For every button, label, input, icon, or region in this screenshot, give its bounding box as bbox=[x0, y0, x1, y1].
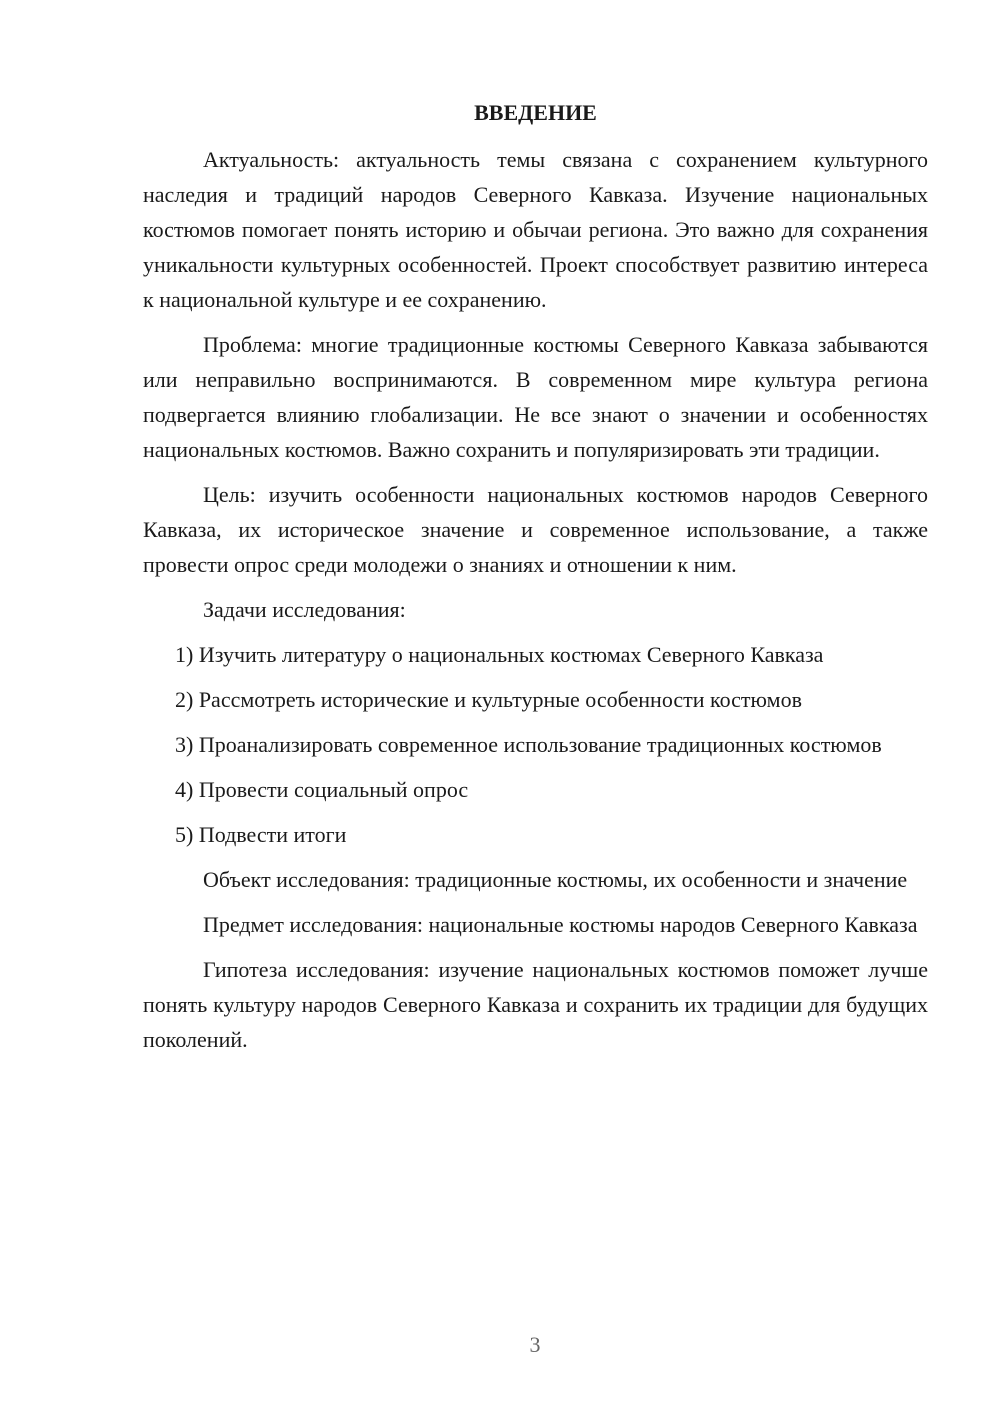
task-item: 4) Провести социальный опрос bbox=[175, 777, 469, 802]
task-item: 1) Изучить литературу о национальных костюмах Северного Кавказа bbox=[175, 642, 824, 667]
task-item: 2) Рассмотреть исторические и культурные особенности костюмов bbox=[175, 687, 802, 712]
paragraph-goal: Цель: изучить особенности национальных костюмов народов Северного Кавказа, их историческое значение и современное использование, а также провести опрос среди молодежи о знаниях и отношении к ним. bbox=[143, 482, 928, 577]
paragraph-problem: Проблема: многие традиционные костюмы Северного Кавказа забываются или неправильно воспринимаются. В современном мире культура региона подвергается влиянию глобализации. Не все знают о значении и особенностях национальных костюмов. Важно сохранить и популяризировать эти традиции. bbox=[143, 332, 928, 462]
paragraph-subject: Предмет исследования: национальные костюмы народов Северного Кавказа bbox=[203, 912, 918, 937]
task-item: 5) Подвести итоги bbox=[175, 822, 347, 847]
page-number: 3 bbox=[529, 1332, 541, 1357]
paragraph-hypothesis: Гипотеза исследования: изучение национальных костюмов поможет лучше понять культуру народов Северного Кавказа и сохранить их традиции для будущих поколений. bbox=[143, 957, 928, 1052]
paragraph-relevance: Актуальность: актуальность темы связана с сохранением культурного наследия и традиций народов Северного Кавказа. Изучение национальных костюмов помогает понять историю и обычаи региона. Это важно для сохранения уникальности культурных особенностей. Проект способствует развитию интереса к национальной культуре и ее сохранению. bbox=[143, 147, 928, 312]
section-title: ВВЕДЕНИЕ bbox=[474, 100, 597, 125]
paragraph-object: Объект исследования: традиционные костюмы, их особенности и значение bbox=[203, 867, 908, 892]
paragraph-tasks-heading: Задачи исследования: bbox=[203, 597, 406, 622]
page-content bbox=[143, 95, 928, 1067]
task-item: 3) Проанализировать современное использование традиционных костюмов bbox=[175, 732, 882, 757]
